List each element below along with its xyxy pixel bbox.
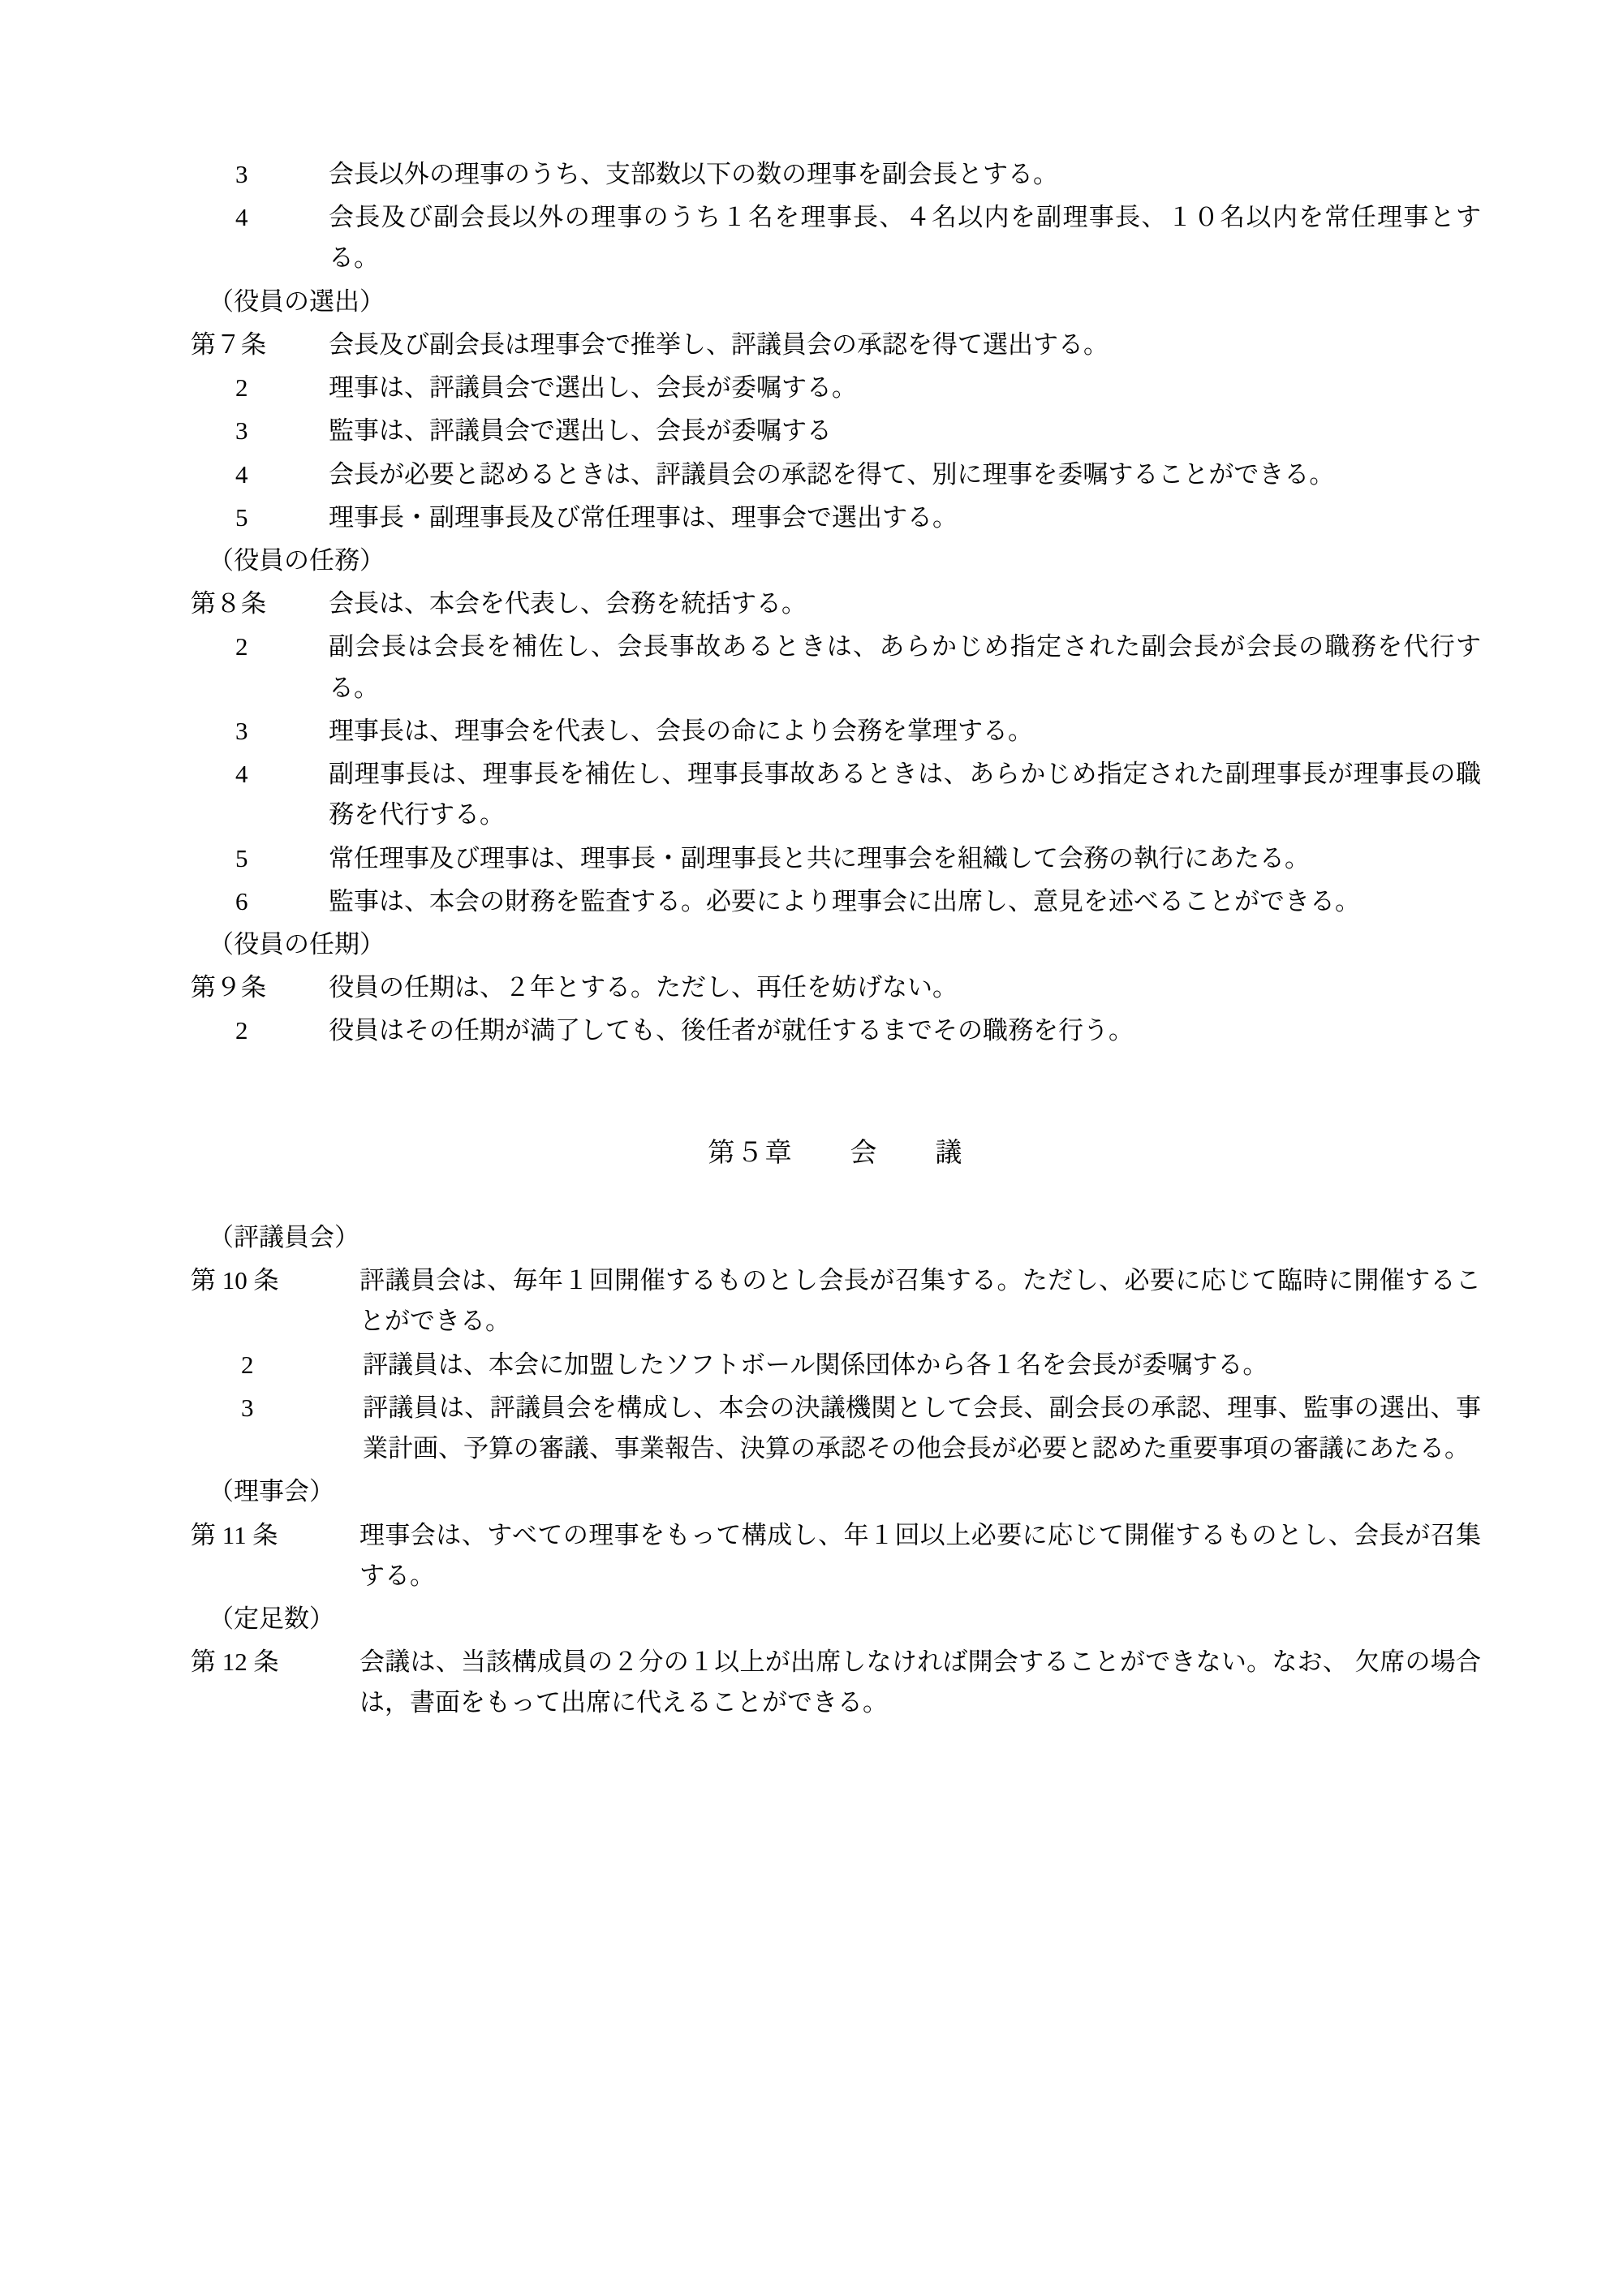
article-number: 第 10 条 [191, 1266, 279, 1295]
section-caption: （役員の任務） [209, 545, 385, 575]
list-item [191, 368, 1481, 408]
item-text: 会長以外の理事のうち、支部数以下の数の理事を副会長とする。 [329, 160, 1058, 188]
list-item [191, 454, 1481, 495]
item-marker: 3 [235, 416, 248, 446]
section-chapter-5 [191, 1132, 1481, 1724]
list-item [191, 197, 1481, 278]
section-caption: （定足数） [209, 1605, 334, 1634]
list-item [191, 881, 1481, 922]
list-item [191, 411, 1481, 451]
item-marker: 6 [235, 886, 248, 915]
article-text: 会長及び副会長は理事会で推挙し、評議員会の承認を得て選出する。 [329, 330, 1109, 359]
item-text: 監事は、評議員会で選出し、会長が委嘱する [329, 416, 832, 446]
item-text: 評議員は、評議員会を構成し、本会の決議機関として会長、副会長の承認、理事、監事の選出、事業計画、予算の審議、事業報告、決算の承認その他会長が必要と認めた重要事項の審議にあたる。 [363, 1393, 1481, 1463]
article-number: 第９条 [191, 973, 266, 1002]
section-caption: （役員の任期） [209, 929, 385, 958]
item-marker: 2 [241, 1350, 254, 1379]
article-item [191, 1642, 1481, 1723]
item-text: 常任理事及び理事は、理事長・副理事長と共に理事会を組織して会務の執行にあたる。 [329, 843, 1310, 872]
article-text: 会長は、本会を代表し、会務を統括する。 [329, 589, 807, 618]
title-gap [191, 1175, 1481, 1217]
article-text: 役員の任期は、２年とする。ただし、再任を妨げない。 [329, 973, 958, 1002]
item-text: 理事長は、理事会を代表し、会長の命により会務を掌理する。 [329, 716, 1033, 745]
item-marker: 4 [235, 203, 248, 232]
list-item [191, 1010, 1481, 1051]
article-item [191, 1515, 1481, 1596]
section-caption: （評議員会） [209, 1223, 359, 1252]
item-text: 評議員は、本会に加盟したソフトボール関係団体から各１名を会長が委嘱する。 [363, 1350, 1268, 1379]
item-text: 副会長は会長を補佐し、会長事故あるときは、あらかじめ指定された副会長が会長の職務を代行する。 [329, 632, 1481, 702]
article-text: 理事会は、すべての理事をもって構成し、年１回以上必要に応じて開催するものとし、会長が召集する。 [359, 1520, 1481, 1590]
document-body [191, 154, 1481, 1724]
item-marker: 2 [235, 373, 248, 403]
item-text: 理事長・副理事長及び常任理事は、理事会で選出する。 [329, 502, 958, 532]
list-item [191, 154, 1481, 195]
section-caption: （役員の選出） [209, 286, 385, 316]
article-item [191, 584, 1481, 624]
item-marker: 3 [241, 1393, 254, 1422]
list-item [191, 498, 1481, 538]
list-item [191, 711, 1481, 752]
article-item [191, 325, 1481, 365]
section-top-continued [191, 154, 1481, 1052]
item-text: 役員はその任期が満了しても、後任者が就任するまでその職務を行う。 [329, 1016, 1134, 1045]
item-marker: 3 [235, 716, 248, 745]
list-item [191, 1345, 1481, 1385]
article-number: 第 11 条 [191, 1520, 278, 1549]
article-text: 評議員会は、毎年１回開催するものとし会長が召集する。ただし、必要に応じて臨時に開催することができる。 [359, 1266, 1481, 1336]
list-item [191, 627, 1481, 708]
section-gap [191, 1054, 1481, 1132]
list-item [191, 1388, 1481, 1469]
item-marker: 4 [235, 459, 248, 489]
item-marker: 4 [235, 760, 248, 789]
item-marker: 3 [235, 160, 248, 188]
article-item [191, 967, 1481, 1008]
item-marker: 5 [235, 843, 248, 872]
list-item [191, 754, 1481, 835]
article-number: 第８条 [191, 589, 266, 618]
list-item [191, 838, 1481, 879]
article-item [191, 1260, 1481, 1342]
item-text: 副理事長は、理事長を補佐し、理事長事故あるときは、あらかじめ指定された副理事長が理事長の職務を代行する。 [329, 760, 1481, 829]
section-caption: （理事会） [209, 1477, 334, 1506]
item-marker: 5 [235, 502, 248, 532]
item-text: 会長及び副会長以外の理事のうち１名を理事長、４名以内を副理事長、１０名以内を常任理事とする。 [329, 203, 1481, 273]
item-text: 会長が必要と認めるときは、評議員会の承認を得て、別に理事を委嘱することができる。 [329, 459, 1335, 489]
item-marker: 2 [235, 632, 248, 661]
article-text: 会議は、当該構成員の２分の１以上が出席しなければ開会することができない。なお、 欠席の場合は，書面をもって出席に代えることができる。 [359, 1648, 1481, 1717]
item-marker: 2 [235, 1016, 248, 1045]
article-number: 第 12 条 [191, 1648, 279, 1677]
item-text: 理事は、評議員会で選出し、会長が委嘱する。 [329, 373, 857, 403]
item-text: 監事は、本会の財務を監査する。必要により理事会に出席し、意見を述べることができる。 [329, 886, 1360, 915]
chapter-title: 第５章 会 議 [708, 1138, 964, 1168]
article-number: 第７条 [191, 330, 266, 359]
